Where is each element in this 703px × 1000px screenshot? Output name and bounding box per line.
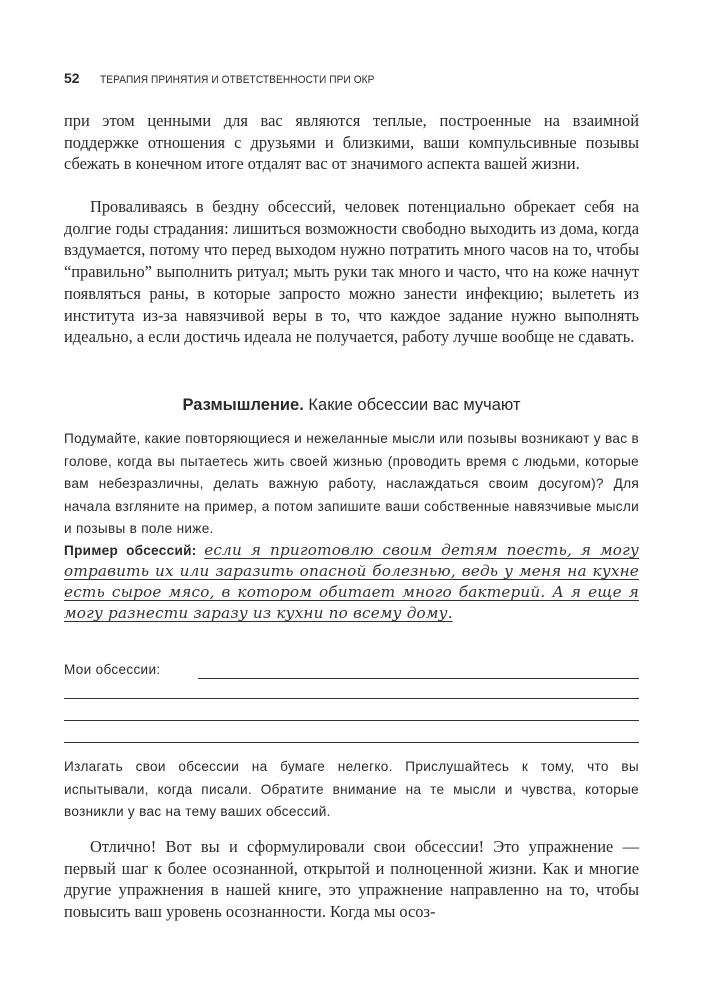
write-in-line[interactable] <box>64 742 639 743</box>
running-title: ТЕРАПИЯ ПРИНЯТИЯ И ОТВЕТСТВЕННОСТИ ПРИ ОКР <box>99 74 375 86</box>
write-in-line[interactable] <box>64 698 639 699</box>
paragraph-text: Отлично! Вот вы и сформулировали свои обсессии! Это упражнение — первый шаг к более осознанной, открытой и полноценной жизни. Как и многие другие упражнения в нашей книге, это упражнение направленно на то, чтобы повысить ваш уровень осознанности. Когда мы осоз- <box>64 837 639 922</box>
body-paragraph-1 <box>64 110 639 175</box>
page-number: 52 <box>64 70 80 86</box>
exercise-title-rest: Какие обсессии вас мучают <box>303 396 521 414</box>
body-paragraph-3 <box>64 836 639 923</box>
example-label: Пример обсессий: <box>64 543 197 558</box>
write-in-line[interactable] <box>198 678 639 679</box>
exercise-instructions: Подумайте, какие повторяющиеся и нежеланные мысли или позывы возникают у вас в голове, когда вы пытаетесь жить своей жизнью (проводить время с людьми, которые вам небезразличны, делать важную работу, наслаждаться своим досугом)? Для начала взгляните на пример, а потом запишите ваши собственные навязчивые мысли и позывы в поле ниже. <box>64 431 639 536</box>
paragraph-text: при этом ценными для вас являются теплые, построенные на взаимной поддержке отношения с друзьями и близкими, ваши компульсивные позывы сбежать в конечном итоге отдалят вас от значимого аспекта вашей жизни. <box>64 111 639 174</box>
obsessions-field-row <box>64 662 639 680</box>
example-block <box>64 540 639 624</box>
running-header <box>64 70 644 86</box>
paragraph-text: Проваливаясь в бездну обсессий, человек потенциально обрекает себя на долгие годы страдания: лишиться возможности свободно выходить из дома, когда вздумается, потому что перед выходом нужно потратить много часов на то, чтобы “правильно” выполнить ритуал; мыть руки так много и часто, что на коже начнут появляться раны, в которые запросто можно занести инфекцию; вылететь из института из-за навязчивой веры в то, что каждое задание нужно выполнять идеально, а если достичь идеала не получается, работу лучше вообще не сдавать. <box>64 197 639 347</box>
exercise-outro: Излагать свои обсессии на бумаге нелегко. Прислушайтесь к тому, что вы испытывали, когда писали. Обратите внимание на те мысли и чувства, которые возникли у вас на тему ваших обсессий. <box>64 759 639 819</box>
body-paragraph-2 <box>64 196 639 348</box>
exercise-title <box>64 396 639 415</box>
exercise-title-bold: Размышление. <box>182 396 304 414</box>
obsessions-field-label: Мои обсессии: <box>64 662 161 677</box>
write-in-line[interactable] <box>64 720 639 721</box>
example-handwritten-text: если я приготовлю своим детям поесть, я могу отравить их или заразить опасной болезнью, ведь у меня на кухне есть сырое мясо, в котором обитает много бактерий. А я еще я могу разнести заразу из кухни по всему дому. <box>64 541 640 622</box>
